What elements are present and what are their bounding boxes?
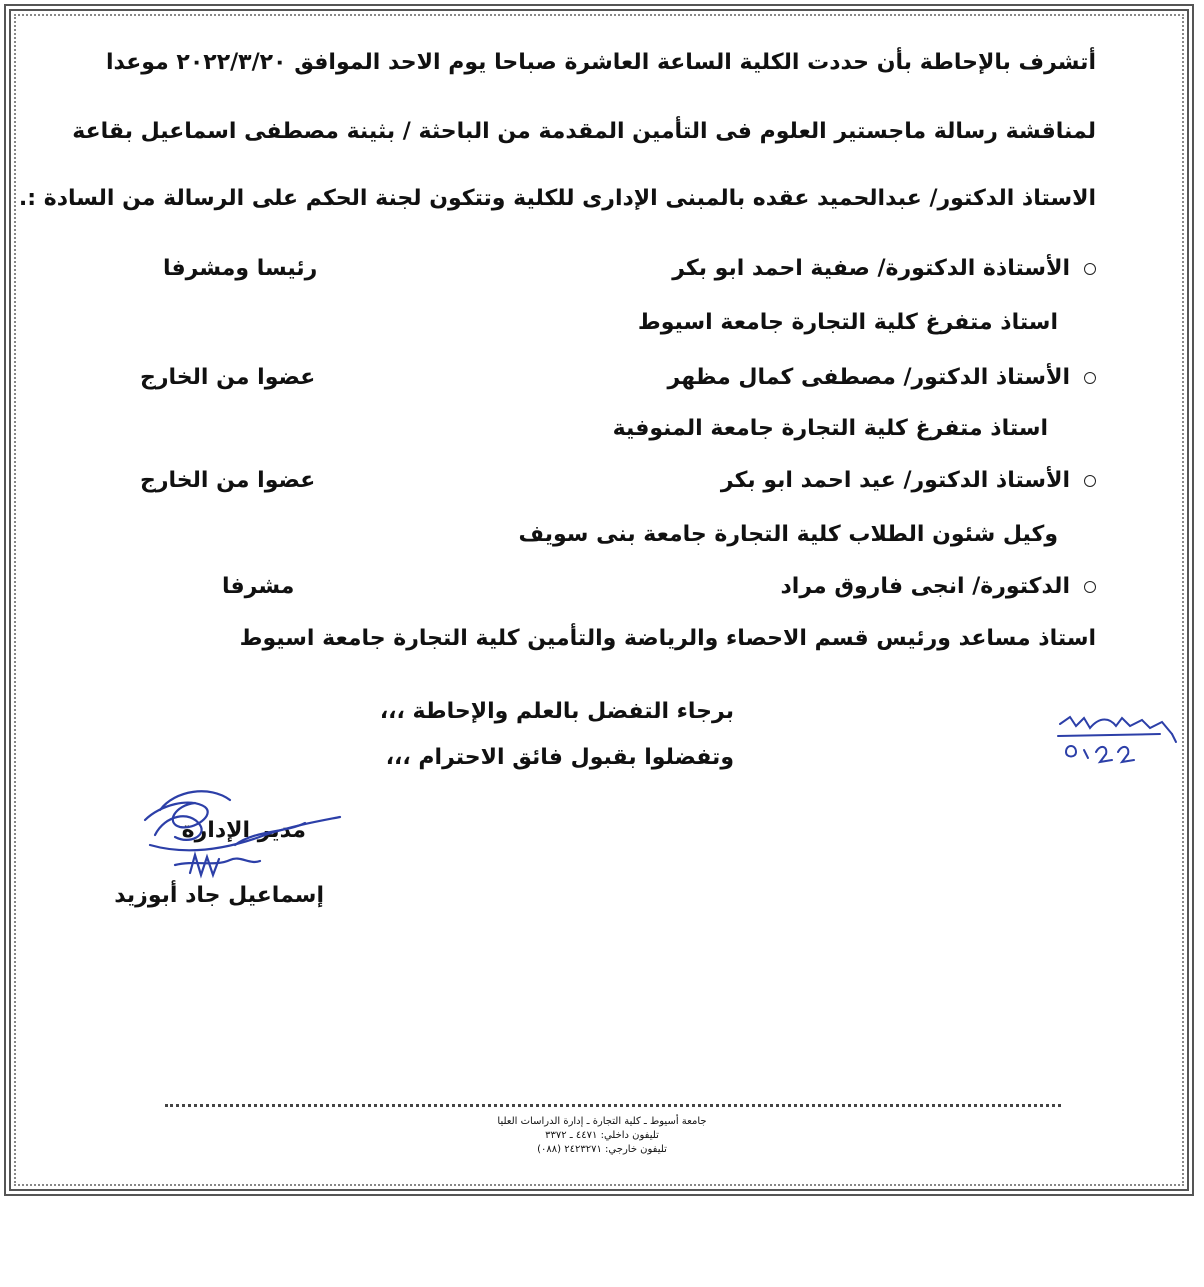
signatory-name: إسماعيل جاد أبوزيد: [114, 883, 324, 908]
member-name: الدكتورة/ انجى فاروق مراد: [780, 574, 1070, 599]
member-role: عضوا من الخارج: [140, 365, 316, 390]
signatory-position: مدير الإدارة: [181, 818, 306, 843]
committee-member-2: [668, 367, 1096, 389]
paragraph-line-3: الاستاذ الدكتور/ عبدالحميد عقده بالمبنى الإدارى للكلية وتتكون لجنة الحكم على الرسالة من السادة :.: [18, 186, 1096, 211]
bullet-icon: [1084, 475, 1096, 487]
member-title: وكيل شئون الطلاب كلية التجارة جامعة بنى سويف: [518, 522, 1058, 547]
member-role: رئيسا ومشرفا: [163, 256, 318, 281]
closing-line-1: برجاء التفضل بالعلم والإحاطة ،،،: [379, 699, 734, 724]
committee-member-3: [721, 470, 1096, 492]
bullet-icon: [1084, 372, 1096, 384]
footer-address: جامعة أسيوط ـ كلية التجارة ـ إدارة الدراسات العليا: [497, 1116, 707, 1127]
member-name: الأستاذ الدكتور/ مصطفى كمال مظهر: [667, 365, 1070, 390]
committee-member-1: [672, 258, 1096, 280]
paragraph-line-1: أتشرف بالإحاطة بأن حددت الكلية الساعة العاشرة صباحا يوم الاحد الموافق ٢٠٢٢/٣/٢٠ موعدا: [106, 50, 1096, 75]
bullet-icon: [1084, 581, 1096, 593]
paragraph-line-2: لمناقشة رسالة ماجستير العلوم فى التأمين المقدمة من الباحثة / بثينة مصطفى اسماعيل بقاعة: [72, 119, 1096, 144]
member-title: استاذ متفرغ كلية التجارة جامعة المنوفية: [612, 416, 1048, 441]
signature-scribble: [135, 775, 350, 895]
bullet-icon: [1084, 263, 1096, 275]
member-title: استاذ مساعد ورئيس قسم الاحصاء والرياضة والتأمين كلية التجارة جامعة اسيوط: [239, 626, 1096, 651]
committee-member-4: [781, 576, 1096, 598]
footer-phone-external: تليفون خارجي: ٢٤٢٣٢٧١ (٠٨٨): [537, 1144, 667, 1155]
closing-line-2: وتفضلوا بقبول فائق الاحترام ،،،: [385, 745, 734, 770]
member-name: الأستاذة الدكتورة/ صفية احمد ابو بكر: [672, 256, 1070, 281]
footer-divider: [165, 1104, 1061, 1107]
member-role: مشرفا: [222, 574, 295, 599]
member-role: عضوا من الخارج: [140, 468, 316, 493]
footer-phone-internal: تليفون داخلي: ٤٤٧١ ـ ٣٣٧٢: [545, 1130, 659, 1141]
member-name: الأستاذ الدكتور/ عيد احمد ابو بكر: [720, 468, 1070, 493]
member-title: استاذ متفرغ كلية التجارة جامعة اسيوط: [637, 310, 1058, 335]
date-annotation: [1050, 712, 1185, 772]
